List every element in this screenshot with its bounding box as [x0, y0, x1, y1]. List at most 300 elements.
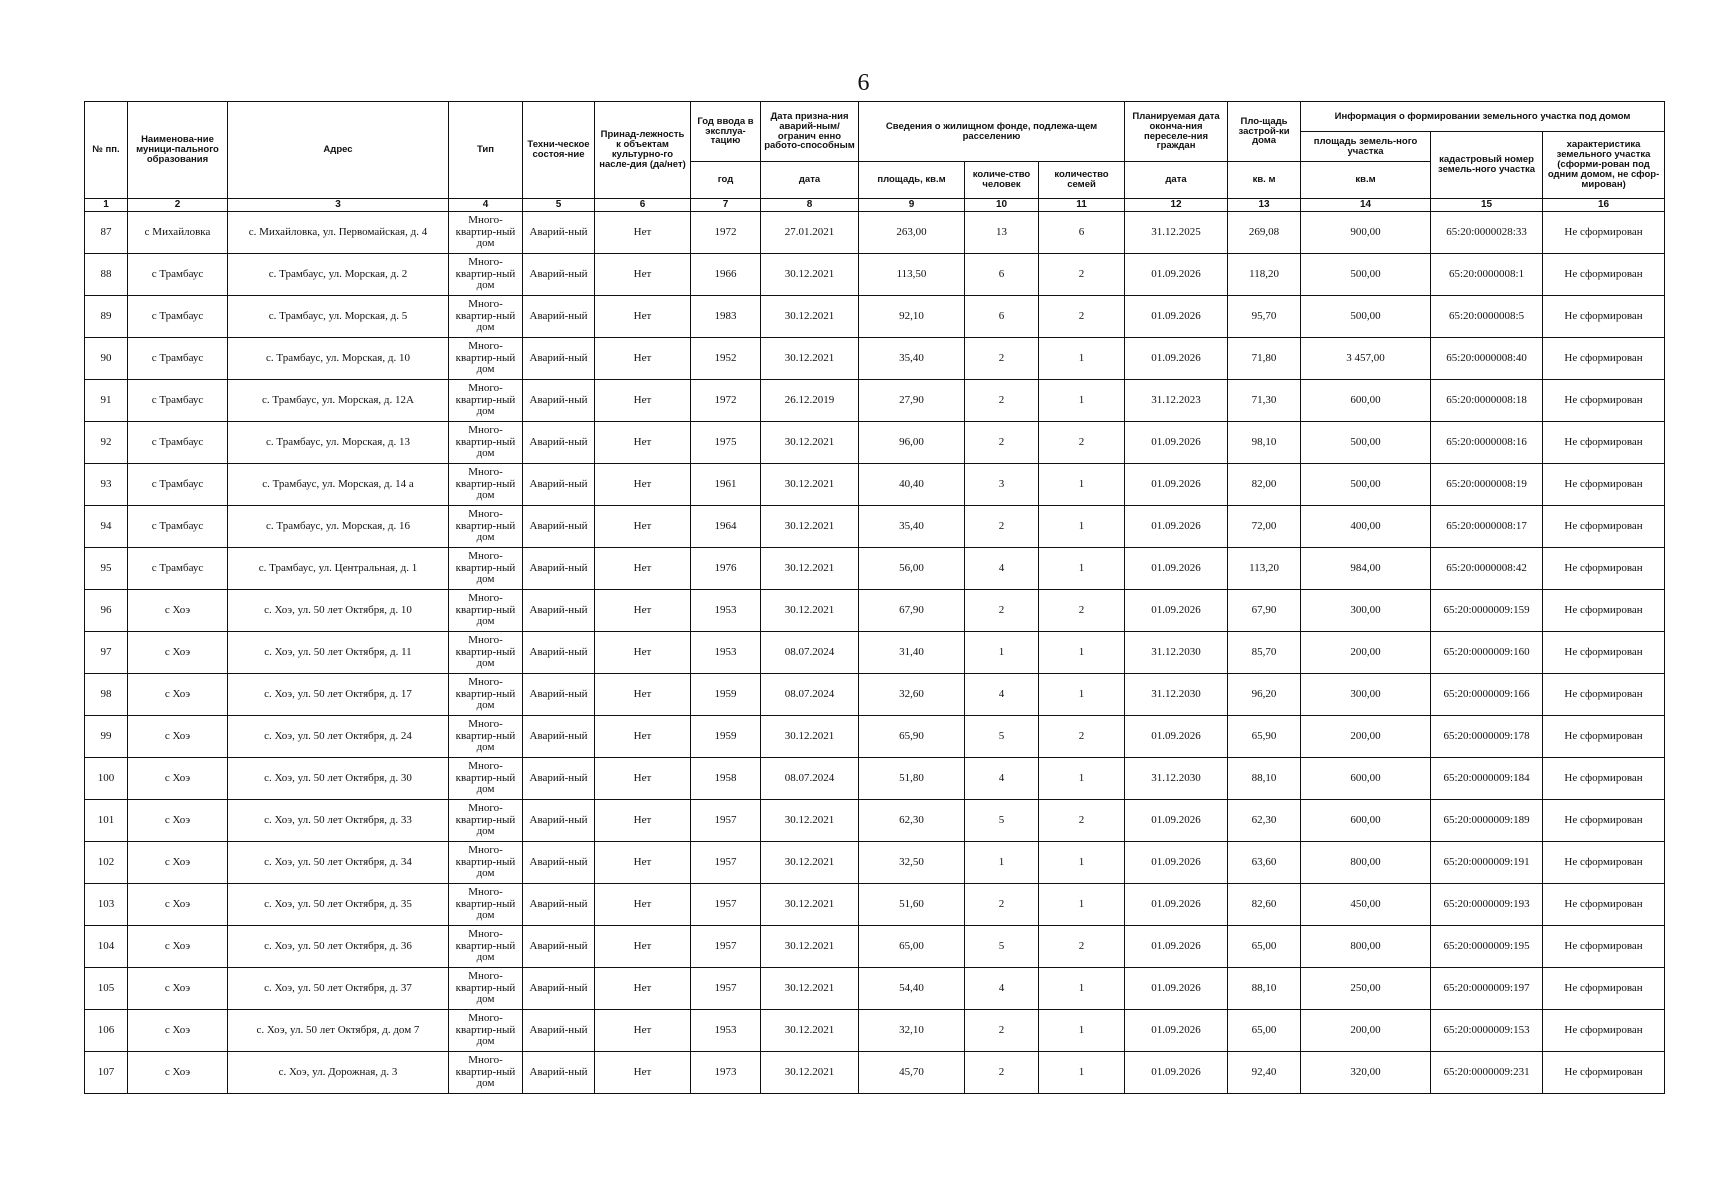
building-area-cell: 98,10 — [1228, 422, 1301, 464]
building-area-cell: 71,30 — [1228, 380, 1301, 422]
planned-date-cell: 01.09.2026 — [1125, 926, 1228, 968]
year-cell: 1953 — [691, 632, 761, 674]
header-unit-planned: дата — [1125, 162, 1228, 199]
families-cell: 1 — [1039, 632, 1125, 674]
municipality-cell: с Михайловка — [128, 212, 228, 254]
land-characteristic-cell: Не сформирован — [1543, 758, 1665, 800]
type-cell: Много-квартир-ный дом — [449, 464, 523, 506]
column-number: 14 — [1301, 199, 1431, 212]
families-cell: 6 — [1039, 212, 1125, 254]
year-cell: 1972 — [691, 212, 761, 254]
people-cell: 2 — [965, 590, 1039, 632]
land-characteristic-cell: Не сформирован — [1543, 464, 1665, 506]
address-cell: с. Трамбаус, ул. Морская, д. 12А — [228, 380, 449, 422]
type-cell: Много-квартир-ный дом — [449, 968, 523, 1010]
municipality-cell: с Хоэ — [128, 842, 228, 884]
people-cell: 1 — [965, 842, 1039, 884]
land-area-cell: 800,00 — [1301, 842, 1431, 884]
cadastral-cell: 65:20:0000008:42 — [1431, 548, 1543, 590]
header-planned-group: Планируемая дата оконча-ния переселе-ния граждан — [1125, 102, 1228, 162]
emergency-date-cell: 30.12.2021 — [761, 968, 859, 1010]
land-characteristic-cell: Не сформирован — [1543, 254, 1665, 296]
families-cell: 1 — [1039, 884, 1125, 926]
column-number: 16 — [1543, 199, 1665, 212]
municipality-cell: с Хоэ — [128, 800, 228, 842]
land-area-cell: 300,00 — [1301, 674, 1431, 716]
cadastral-cell: 65:20:0000008:18 — [1431, 380, 1543, 422]
emergency-date-cell: 30.12.2021 — [761, 464, 859, 506]
year-cell: 1972 — [691, 380, 761, 422]
condition-cell: Аварий-ный — [523, 296, 595, 338]
column-number: 1 — [85, 199, 128, 212]
type-cell: Много-квартир-ный дом — [449, 884, 523, 926]
address-cell: с. Хоэ, ул. 50 лет Октября, д. 33 — [228, 800, 449, 842]
type-cell: Много-квартир-ный дом — [449, 1010, 523, 1052]
condition-cell: Аварий-ный — [523, 800, 595, 842]
condition-cell: Аварий-ный — [523, 464, 595, 506]
land-characteristic-cell: Не сформирован — [1543, 296, 1665, 338]
families-cell: 1 — [1039, 674, 1125, 716]
land-characteristic-cell: Не сформирован — [1543, 338, 1665, 380]
heritage-cell: Нет — [595, 968, 691, 1010]
municipality-cell: с Трамбаус — [128, 338, 228, 380]
building-area-cell: 95,70 — [1228, 296, 1301, 338]
year-cell: 1973 — [691, 1052, 761, 1094]
cadastral-cell: 65:20:0000009:153 — [1431, 1010, 1543, 1052]
planned-date-cell: 01.09.2026 — [1125, 1052, 1228, 1094]
emergency-date-cell: 30.12.2021 — [761, 254, 859, 296]
emergency-date-cell: 30.12.2021 — [761, 548, 859, 590]
column-number: 7 — [691, 199, 761, 212]
area-cell: 32,10 — [859, 1010, 965, 1052]
building-area-cell: 65,00 — [1228, 926, 1301, 968]
cadastral-cell: 65:20:0000009:193 — [1431, 884, 1543, 926]
address-cell: с. Хоэ, ул. 50 лет Октября, д. 10 — [228, 590, 449, 632]
column-number: 3 — [228, 199, 449, 212]
land-area-cell: 600,00 — [1301, 380, 1431, 422]
cadastral-cell: 65:20:0000009:178 — [1431, 716, 1543, 758]
land-characteristic-cell: Не сформирован — [1543, 590, 1665, 632]
heritage-cell: Нет — [595, 674, 691, 716]
heritage-cell: Нет — [595, 758, 691, 800]
heritage-cell: Нет — [595, 1052, 691, 1094]
type-cell: Много-квартир-ный дом — [449, 548, 523, 590]
people-cell: 2 — [965, 380, 1039, 422]
type-cell: Много-квартир-ный дом — [449, 632, 523, 674]
condition-cell: Аварий-ный — [523, 926, 595, 968]
people-cell: 6 — [965, 254, 1039, 296]
cadastral-cell: 65:20:0000008:17 — [1431, 506, 1543, 548]
municipality-cell: с Хоэ — [128, 632, 228, 674]
municipality-cell: с Хоэ — [128, 674, 228, 716]
emergency-date-cell: 30.12.2021 — [761, 338, 859, 380]
area-cell: 31,40 — [859, 632, 965, 674]
column-number: 8 — [761, 199, 859, 212]
area-cell: 113,50 — [859, 254, 965, 296]
type-cell: Много-квартир-ный дом — [449, 380, 523, 422]
people-cell: 5 — [965, 716, 1039, 758]
emergency-date-cell: 30.12.2021 — [761, 800, 859, 842]
heritage-cell: Нет — [595, 548, 691, 590]
building-area-cell: 113,20 — [1228, 548, 1301, 590]
emergency-date-cell: 27.01.2021 — [761, 212, 859, 254]
table-row — [85, 590, 1665, 632]
municipality-cell: с Хоэ — [128, 758, 228, 800]
address-cell: с. Хоэ, ул. 50 лет Октября, д. 37 — [228, 968, 449, 1010]
land-area-cell: 200,00 — [1301, 1010, 1431, 1052]
families-cell: 1 — [1039, 1052, 1125, 1094]
land-characteristic-cell: Не сформирован — [1543, 968, 1665, 1010]
people-cell: 5 — [965, 926, 1039, 968]
land-characteristic-cell: Не сформирован — [1543, 842, 1665, 884]
land-area-cell: 250,00 — [1301, 968, 1431, 1010]
header-year-group: Год ввода в эксплуа-тацию — [691, 102, 761, 162]
people-cell: 2 — [965, 338, 1039, 380]
header-cadastral: кадастровый номер земель-ного участка — [1431, 132, 1543, 199]
area-cell: 51,60 — [859, 884, 965, 926]
type-cell: Много-квартир-ный дом — [449, 758, 523, 800]
emergency-date-cell: 08.07.2024 — [761, 632, 859, 674]
municipality-cell: с Трамбаус — [128, 422, 228, 464]
column-number: 4 — [449, 199, 523, 212]
type-cell: Много-квартир-ный дом — [449, 254, 523, 296]
type-cell: Много-квартир-ный дом — [449, 422, 523, 464]
header-unit-sqm: кв. м — [1228, 162, 1301, 199]
area-cell: 32,60 — [859, 674, 965, 716]
area-cell: 62,30 — [859, 800, 965, 842]
municipality-cell: с Трамбаус — [128, 464, 228, 506]
land-area-cell: 984,00 — [1301, 548, 1431, 590]
heritage-cell: Нет — [595, 800, 691, 842]
address-cell: с. Трамбаус, ул. Морская, д. 5 — [228, 296, 449, 338]
cadastral-cell: 65:20:0000008:1 — [1431, 254, 1543, 296]
column-number: 13 — [1228, 199, 1301, 212]
row-number: 97 — [85, 632, 128, 674]
land-area-cell: 200,00 — [1301, 632, 1431, 674]
land-characteristic-cell: Не сформирован — [1543, 926, 1665, 968]
emergency-date-cell: 30.12.2021 — [761, 1052, 859, 1094]
condition-cell: Аварий-ный — [523, 254, 595, 296]
table-row — [85, 338, 1665, 380]
column-number: 2 — [128, 199, 228, 212]
address-cell: с. Хоэ, ул. 50 лет Октября, д. 24 — [228, 716, 449, 758]
land-characteristic-cell: Не сформирован — [1543, 548, 1665, 590]
land-characteristic-cell: Не сформирован — [1543, 1052, 1665, 1094]
building-area-cell: 88,10 — [1228, 968, 1301, 1010]
housing-registry-table — [84, 101, 1665, 1094]
planned-date-cell: 01.09.2026 — [1125, 254, 1228, 296]
cadastral-cell: 65:20:0000009:191 — [1431, 842, 1543, 884]
table-row — [85, 212, 1665, 254]
families-cell: 1 — [1039, 338, 1125, 380]
planned-date-cell: 01.09.2026 — [1125, 296, 1228, 338]
row-number: 98 — [85, 674, 128, 716]
people-cell: 2 — [965, 506, 1039, 548]
table-row — [85, 968, 1665, 1010]
type-cell: Много-квартир-ный дом — [449, 506, 523, 548]
area-cell: 92,10 — [859, 296, 965, 338]
table-row — [85, 506, 1665, 548]
cadastral-cell: 65:20:0000009:197 — [1431, 968, 1543, 1010]
land-area-cell: 900,00 — [1301, 212, 1431, 254]
families-cell: 1 — [1039, 758, 1125, 800]
people-cell: 4 — [965, 674, 1039, 716]
area-cell: 65,00 — [859, 926, 965, 968]
header-unit-area: площадь, кв.м — [859, 162, 965, 199]
cadastral-cell: 65:20:0000008:19 — [1431, 464, 1543, 506]
people-cell: 6 — [965, 296, 1039, 338]
row-number: 96 — [85, 590, 128, 632]
condition-cell: Аварий-ный — [523, 632, 595, 674]
emergency-date-cell: 30.12.2021 — [761, 716, 859, 758]
type-cell: Много-квартир-ный дом — [449, 842, 523, 884]
land-characteristic-cell: Не сформирован — [1543, 716, 1665, 758]
type-cell: Много-квартир-ный дом — [449, 716, 523, 758]
type-cell: Много-квартир-ный дом — [449, 590, 523, 632]
heritage-cell: Нет — [595, 380, 691, 422]
building-area-cell: 62,30 — [1228, 800, 1301, 842]
families-cell: 2 — [1039, 800, 1125, 842]
address-cell: с. Трамбаус, ул. Морская, д. 14 а — [228, 464, 449, 506]
cadastral-cell: 65:20:0000028:33 — [1431, 212, 1543, 254]
table-row — [85, 800, 1665, 842]
planned-date-cell: 01.09.2026 — [1125, 506, 1228, 548]
address-cell: с. Михайловка, ул. Первомайская, д. 4 — [228, 212, 449, 254]
heritage-cell: Нет — [595, 254, 691, 296]
row-number: 106 — [85, 1010, 128, 1052]
land-area-cell: 320,00 — [1301, 1052, 1431, 1094]
header-num: № пп. — [85, 102, 128, 199]
address-cell: с. Хоэ, ул. 50 лет Октября, д. 11 — [228, 632, 449, 674]
address-cell: с. Трамбаус, ул. Морская, д. 16 — [228, 506, 449, 548]
people-cell: 1 — [965, 632, 1039, 674]
year-cell: 1983 — [691, 296, 761, 338]
row-number: 94 — [85, 506, 128, 548]
header-heritage: Принад-лежность к объектам культурно-го насле-дия (да/нет) — [595, 102, 691, 199]
building-area-cell: 85,70 — [1228, 632, 1301, 674]
table-row — [85, 632, 1665, 674]
column-number: 10 — [965, 199, 1039, 212]
area-cell: 35,40 — [859, 338, 965, 380]
planned-date-cell: 31.12.2023 — [1125, 380, 1228, 422]
municipality-cell: с Хоэ — [128, 716, 228, 758]
type-cell: Много-квартир-ный дом — [449, 674, 523, 716]
type-cell: Много-квартир-ный дом — [449, 1052, 523, 1094]
row-number: 105 — [85, 968, 128, 1010]
address-cell: с. Хоэ, ул. 50 лет Октября, д. 35 — [228, 884, 449, 926]
year-cell: 1953 — [691, 590, 761, 632]
row-number: 92 — [85, 422, 128, 464]
column-number: 9 — [859, 199, 965, 212]
families-cell: 2 — [1039, 422, 1125, 464]
building-area-cell: 71,80 — [1228, 338, 1301, 380]
land-characteristic-cell: Не сформирован — [1543, 380, 1665, 422]
year-cell: 1957 — [691, 842, 761, 884]
land-characteristic-cell: Не сформирован — [1543, 632, 1665, 674]
emergency-date-cell: 30.12.2021 — [761, 842, 859, 884]
column-number: 6 — [595, 199, 691, 212]
table-row — [85, 1010, 1665, 1052]
heritage-cell: Нет — [595, 842, 691, 884]
families-cell: 1 — [1039, 1010, 1125, 1052]
year-cell: 1964 — [691, 506, 761, 548]
municipality-cell: с Трамбаус — [128, 380, 228, 422]
year-cell: 1958 — [691, 758, 761, 800]
emergency-date-cell: 30.12.2021 — [761, 926, 859, 968]
row-number: 89 — [85, 296, 128, 338]
municipality-cell: с Хоэ — [128, 968, 228, 1010]
area-cell: 45,70 — [859, 1052, 965, 1094]
year-cell: 1957 — [691, 968, 761, 1010]
year-cell: 1957 — [691, 926, 761, 968]
table-row — [85, 842, 1665, 884]
row-number: 99 — [85, 716, 128, 758]
families-cell: 2 — [1039, 254, 1125, 296]
condition-cell: Аварий-ный — [523, 758, 595, 800]
building-area-cell: 67,90 — [1228, 590, 1301, 632]
table-row — [85, 716, 1665, 758]
header-unit-year: год — [691, 162, 761, 199]
emergency-date-cell: 30.12.2021 — [761, 1010, 859, 1052]
header-municipality: Наименова-ние муници-пального образования — [128, 102, 228, 199]
families-cell: 2 — [1039, 590, 1125, 632]
condition-cell: Аварий-ный — [523, 842, 595, 884]
cadastral-cell: 65:20:0000009:159 — [1431, 590, 1543, 632]
building-area-cell: 63,60 — [1228, 842, 1301, 884]
families-cell: 1 — [1039, 506, 1125, 548]
land-area-cell: 500,00 — [1301, 254, 1431, 296]
people-cell: 4 — [965, 758, 1039, 800]
planned-date-cell: 31.12.2025 — [1125, 212, 1228, 254]
header-unit-families: количество семей — [1039, 162, 1125, 199]
area-cell: 27,90 — [859, 380, 965, 422]
planned-date-cell: 01.09.2026 — [1125, 968, 1228, 1010]
table-row — [85, 674, 1665, 716]
area-cell: 56,00 — [859, 548, 965, 590]
emergency-date-cell: 30.12.2021 — [761, 296, 859, 338]
area-cell: 67,90 — [859, 590, 965, 632]
type-cell: Много-квартир-ный дом — [449, 926, 523, 968]
header-unit-land-sqm: кв.м — [1301, 162, 1431, 199]
building-area-cell: 72,00 — [1228, 506, 1301, 548]
building-area-cell: 118,20 — [1228, 254, 1301, 296]
row-number: 87 — [85, 212, 128, 254]
heritage-cell: Нет — [595, 506, 691, 548]
year-cell: 1957 — [691, 800, 761, 842]
area-cell: 54,40 — [859, 968, 965, 1010]
address-cell: с. Трамбаус, ул. Центральная, д. 1 — [228, 548, 449, 590]
table-row — [85, 1052, 1665, 1094]
emergency-date-cell: 30.12.2021 — [761, 884, 859, 926]
people-cell: 4 — [965, 548, 1039, 590]
header-building-area-group: Пло-щадь застрой-ки дома — [1228, 102, 1301, 162]
type-cell: Много-квартир-ный дом — [449, 212, 523, 254]
emergency-date-cell: 08.07.2024 — [761, 758, 859, 800]
area-cell: 32,50 — [859, 842, 965, 884]
planned-date-cell: 01.09.2026 — [1125, 842, 1228, 884]
address-cell: с. Хоэ, ул. 50 лет Октября, д. дом 7 — [228, 1010, 449, 1052]
heritage-cell: Нет — [595, 590, 691, 632]
column-number: 11 — [1039, 199, 1125, 212]
municipality-cell: с Хоэ — [128, 1052, 228, 1094]
condition-cell: Аварий-ный — [523, 212, 595, 254]
year-cell: 1959 — [691, 674, 761, 716]
row-number: 91 — [85, 380, 128, 422]
families-cell: 2 — [1039, 296, 1125, 338]
land-area-cell: 500,00 — [1301, 464, 1431, 506]
land-characteristic-cell: Не сформирован — [1543, 506, 1665, 548]
land-area-cell: 400,00 — [1301, 506, 1431, 548]
table-row — [85, 548, 1665, 590]
people-cell: 13 — [965, 212, 1039, 254]
emergency-date-cell: 30.12.2021 — [761, 506, 859, 548]
heritage-cell: Нет — [595, 884, 691, 926]
cadastral-cell: 65:20:0000008:16 — [1431, 422, 1543, 464]
header-housing-group: Сведения о жилищном фонде, подлежа-щем расселению — [859, 102, 1125, 162]
land-area-cell: 500,00 — [1301, 296, 1431, 338]
area-cell: 96,00 — [859, 422, 965, 464]
families-cell: 1 — [1039, 548, 1125, 590]
cadastral-cell: 65:20:0000009:166 — [1431, 674, 1543, 716]
condition-cell: Аварий-ный — [523, 338, 595, 380]
header-address: Адрес — [228, 102, 449, 199]
address-cell: с. Хоэ, ул. 50 лет Октября, д. 36 — [228, 926, 449, 968]
planned-date-cell: 01.09.2026 — [1125, 800, 1228, 842]
heritage-cell: Нет — [595, 422, 691, 464]
planned-date-cell: 01.09.2026 — [1125, 884, 1228, 926]
heritage-cell: Нет — [595, 632, 691, 674]
municipality-cell: с Трамбаус — [128, 254, 228, 296]
people-cell: 4 — [965, 968, 1039, 1010]
address-cell: с. Хоэ, ул. 50 лет Октября, д. 34 — [228, 842, 449, 884]
column-numbers-row — [85, 199, 1665, 212]
table-row — [85, 380, 1665, 422]
families-cell: 2 — [1039, 716, 1125, 758]
heritage-cell: Нет — [595, 926, 691, 968]
year-cell: 1975 — [691, 422, 761, 464]
building-area-cell: 88,10 — [1228, 758, 1301, 800]
address-cell: с. Хоэ, ул. 50 лет Октября, д. 30 — [228, 758, 449, 800]
land-area-cell: 3 457,00 — [1301, 338, 1431, 380]
planned-date-cell: 01.09.2026 — [1125, 716, 1228, 758]
condition-cell: Аварий-ный — [523, 884, 595, 926]
type-cell: Много-квартир-ный дом — [449, 338, 523, 380]
families-cell: 2 — [1039, 926, 1125, 968]
address-cell: с. Трамбаус, ул. Морская, д. 13 — [228, 422, 449, 464]
condition-cell: Аварий-ный — [523, 674, 595, 716]
header-emergency-group: Дата призна-ния аварий-ным/огранич енно работо-способным — [761, 102, 859, 162]
header-unit-people: количе-ство человек — [965, 162, 1039, 199]
planned-date-cell: 31.12.2030 — [1125, 674, 1228, 716]
emergency-date-cell: 08.07.2024 — [761, 674, 859, 716]
people-cell: 2 — [965, 1052, 1039, 1094]
land-area-cell: 450,00 — [1301, 884, 1431, 926]
area-cell: 40,40 — [859, 464, 965, 506]
table-body — [85, 212, 1665, 1094]
land-characteristic-cell: Не сформирован — [1543, 1010, 1665, 1052]
cadastral-cell: 65:20:0000009:195 — [1431, 926, 1543, 968]
heritage-cell: Нет — [595, 464, 691, 506]
table-row — [85, 422, 1665, 464]
land-characteristic-cell: Не сформирован — [1543, 212, 1665, 254]
land-area-cell: 500,00 — [1301, 422, 1431, 464]
row-number: 102 — [85, 842, 128, 884]
building-area-cell: 65,00 — [1228, 1010, 1301, 1052]
municipality-cell: с Трамбаус — [128, 506, 228, 548]
year-cell: 1953 — [691, 1010, 761, 1052]
cadastral-cell: 65:20:0000008:5 — [1431, 296, 1543, 338]
building-area-cell: 82,00 — [1228, 464, 1301, 506]
